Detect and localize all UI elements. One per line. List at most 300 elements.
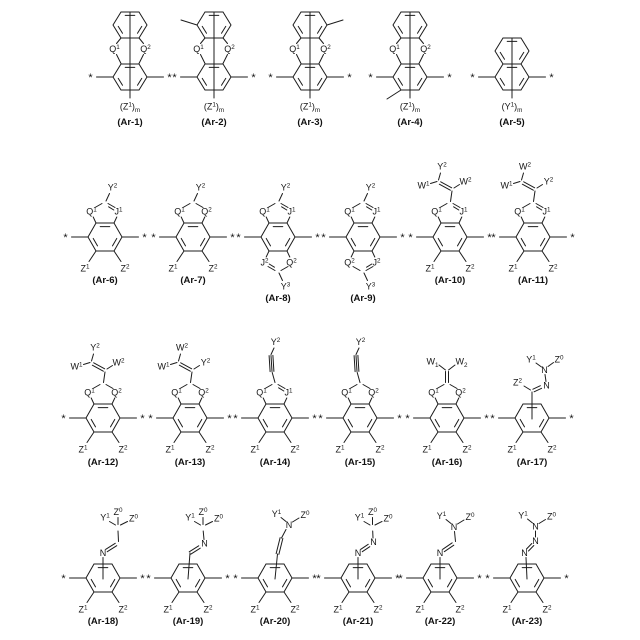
- ring: [173, 404, 207, 432]
- bond: [282, 207, 287, 210]
- bond: [92, 365, 103, 371]
- atom-label: $Q^1$: [289, 43, 300, 55]
- atom-label: $Z^2$: [548, 263, 558, 274]
- bond: [114, 217, 117, 223]
- ring: [343, 404, 377, 432]
- atom-label: $Z^2$: [455, 604, 465, 615]
- connection-asterisk: *: [397, 413, 402, 426]
- connection-asterisk: *: [484, 413, 489, 426]
- atom-label: $Q^2$: [420, 43, 431, 55]
- bond: [450, 385, 457, 389]
- atom-label: $Z^2$: [205, 444, 215, 455]
- atom-label: $Q^1$: [84, 387, 95, 398]
- connection-asterisk: *: [405, 413, 410, 426]
- bond: [179, 354, 181, 361]
- atom-label: $Z^2$: [462, 444, 472, 455]
- connection-asterisk: *: [140, 413, 145, 426]
- connection-asterisk: *: [88, 72, 93, 85]
- bond: [109, 207, 114, 210]
- bond: [515, 579, 519, 586]
- bond: [107, 546, 117, 552]
- bond: [181, 217, 184, 223]
- atom-label: $Q^1$: [86, 206, 97, 217]
- bond: [285, 238, 289, 245]
- bond: [272, 373, 275, 383]
- atom-label: N: [201, 538, 208, 549]
- bond: [197, 419, 201, 426]
- bond: [271, 348, 274, 355]
- atom-label: $Z^1$: [422, 444, 432, 455]
- atom-label: $Q^1$: [109, 43, 120, 55]
- bond: [521, 217, 524, 223]
- bond: [454, 419, 458, 426]
- connection-asterisk: *: [251, 72, 256, 85]
- bond: [372, 251, 375, 257]
- bond: [372, 217, 375, 223]
- bond: [259, 592, 266, 603]
- bond: [524, 386, 531, 390]
- bond: [367, 264, 372, 267]
- skeleton-group: [405, 357, 489, 455]
- bond: [542, 251, 549, 262]
- atom-label: $Q^2$: [344, 257, 355, 268]
- atom-label: $Q^2$: [286, 257, 297, 268]
- atom-label: $Z^0$: [128, 513, 139, 524]
- atom-label: $(Z^1)_m$: [119, 101, 141, 115]
- bond: [91, 419, 95, 426]
- atom-label: $Z^0$: [367, 506, 378, 518]
- bond: [195, 579, 199, 586]
- bond: [194, 366, 200, 370]
- ar-6-caption: (Ar-6): [92, 275, 118, 286]
- bond: [526, 558, 527, 580]
- ar-12-caption: (Ar-12): [87, 457, 119, 468]
- atom-label: $Y^3$: [280, 281, 291, 292]
- atom-label: $Q^2$: [201, 206, 212, 217]
- bond: [398, 78, 402, 85]
- connection-asterisk: *: [570, 232, 575, 245]
- bond: [364, 273, 368, 281]
- bond: [202, 78, 206, 85]
- connection-asterisk: *: [167, 72, 172, 85]
- skeleton-group: [151, 182, 235, 273]
- bond: [181, 363, 192, 369]
- atom-label: $Y^1$: [526, 354, 536, 365]
- bond: [172, 592, 179, 603]
- ar-4-caption: (Ar-4): [397, 117, 423, 128]
- atom-label: $Z^0$: [213, 513, 224, 524]
- atom-label: $Q^2$: [198, 387, 209, 398]
- bond: [206, 522, 213, 526]
- connection-asterisk: *: [395, 573, 400, 586]
- bond: [356, 356, 357, 372]
- skeleton-group: [485, 510, 569, 614]
- bond: [266, 238, 270, 245]
- bond: [455, 532, 456, 542]
- bond: [284, 398, 287, 404]
- atom-label: $Q^2$: [224, 43, 235, 55]
- bond: [271, 356, 272, 372]
- connection-asterisk: *: [61, 413, 66, 426]
- atom-label: $Z^1$: [507, 444, 517, 455]
- bond: [533, 386, 541, 390]
- bond: [398, 26, 402, 33]
- atom-label: N: [532, 521, 539, 532]
- skeleton-group: [233, 337, 317, 455]
- atom-label: $Z^1$: [168, 263, 178, 274]
- bond: [223, 55, 228, 64]
- atom-label: $J^1$: [287, 206, 296, 217]
- connection-asterisk: *: [236, 232, 241, 245]
- bond: [439, 365, 446, 370]
- atom-label: N: [541, 365, 548, 376]
- structure-ar-11: [481, 158, 585, 286]
- connection-asterisk: *: [140, 573, 145, 586]
- connection-asterisk: *: [347, 72, 352, 85]
- bond: [201, 55, 206, 64]
- atom-label: $Y^2$: [437, 161, 447, 172]
- bond: [117, 38, 122, 44]
- bond: [106, 194, 110, 202]
- bond: [317, 26, 321, 33]
- bond: [367, 207, 372, 210]
- bond: [282, 530, 287, 539]
- bond: [87, 592, 94, 603]
- bond: [500, 52, 504, 59]
- bond: [263, 579, 267, 586]
- connection-asterisk: *: [315, 232, 320, 245]
- atom-label: $Q^2$: [455, 387, 466, 398]
- atom-label: $Z^0$: [554, 354, 564, 365]
- skeleton-group: [88, 12, 172, 114]
- skeleton-group: [491, 161, 575, 273]
- ar-10-caption: (Ar-10): [434, 275, 466, 286]
- bond: [118, 78, 122, 85]
- bond: [370, 238, 374, 245]
- bond: [417, 78, 421, 85]
- connection-asterisk: *: [470, 72, 475, 85]
- atom-label: $Z^2$: [118, 444, 128, 455]
- ar-22-caption: (Ar-22): [424, 616, 456, 627]
- ar-23-caption: (Ar-23): [511, 616, 543, 627]
- bond: [202, 26, 206, 33]
- bond: [117, 55, 122, 64]
- connection-asterisk: *: [142, 232, 147, 245]
- skeleton-group: [321, 182, 405, 291]
- bond: [91, 398, 94, 404]
- bond: [367, 419, 371, 426]
- atom-label: $(Z^1)_m$: [299, 101, 321, 115]
- ar-2-skeleton: [162, 4, 266, 116]
- bond: [110, 579, 114, 586]
- bond: [194, 194, 198, 202]
- bond: [319, 38, 324, 44]
- atom-label: $Z^1$: [333, 604, 343, 615]
- atom-label: $Z^0$: [546, 511, 557, 522]
- bond: [417, 26, 421, 33]
- bond: [284, 432, 291, 443]
- atom-label: N: [354, 548, 362, 559]
- atom-label: $Z^0$: [198, 506, 208, 518]
- bond: [188, 553, 190, 579]
- bond: [519, 78, 523, 85]
- bond: [444, 545, 454, 552]
- ring: [346, 223, 380, 251]
- atom-label: $Q^1$: [341, 387, 352, 398]
- bond: [351, 217, 354, 223]
- atom-label: $Y^2$: [280, 182, 291, 193]
- bond: [275, 554, 278, 579]
- atom-label: $Y^2$: [355, 336, 366, 348]
- connection-asterisk: *: [233, 573, 238, 586]
- bond: [199, 432, 206, 443]
- atom-label: $Z^2$: [120, 263, 130, 274]
- atom-label: $W^1$: [70, 361, 83, 372]
- atom-label: $W^2$: [459, 176, 472, 187]
- bond: [259, 432, 266, 443]
- bond: [179, 365, 190, 371]
- atom-label: $Z^2$: [290, 604, 300, 615]
- bond: [297, 38, 302, 44]
- skeleton-group: [236, 182, 320, 291]
- bond: [93, 217, 96, 223]
- skeleton-group: [172, 12, 256, 114]
- bond: [221, 26, 225, 33]
- bond: [287, 251, 290, 257]
- bond: [279, 194, 283, 202]
- bond: [279, 273, 283, 281]
- bond: [223, 38, 228, 44]
- ar-15-caption: (Ar-15): [344, 457, 376, 468]
- bond: [459, 217, 462, 223]
- bond: [298, 78, 302, 85]
- atom-label: $J^1$: [284, 387, 293, 398]
- bond: [84, 363, 91, 365]
- bond: [202, 251, 209, 262]
- atom-label: $Z^1$: [508, 263, 518, 274]
- connection-asterisk: *: [398, 573, 403, 586]
- bond: [266, 251, 269, 257]
- ar-5-skeleton: [460, 4, 564, 116]
- ar-18-caption: (Ar-18): [87, 616, 119, 627]
- atom-label: $Q^1$: [514, 206, 525, 217]
- ar-21-caption: (Ar-21): [342, 616, 374, 627]
- bond: [358, 355, 359, 371]
- atom-label: $W^2$: [175, 342, 189, 353]
- skeleton-group: [61, 342, 145, 454]
- ar-20-caption: (Ar-20): [259, 616, 291, 627]
- ar-3-skeleton: [258, 4, 362, 116]
- atom-label: $W_1$: [426, 356, 439, 370]
- connection-asterisk: *: [485, 573, 490, 586]
- bond: [541, 432, 548, 443]
- bond: [282, 579, 286, 586]
- atom-label: $Z^0$: [113, 506, 123, 518]
- atom-label: $Z^1$: [250, 604, 260, 615]
- bond: [191, 548, 201, 554]
- connection-asterisk: *: [447, 72, 452, 85]
- atom-label: $Q^1$: [344, 206, 355, 217]
- atom-label: $Z^1$: [78, 444, 88, 455]
- bond: [439, 173, 441, 180]
- atom-label: $W^1$: [500, 180, 513, 191]
- bond: [357, 373, 360, 383]
- atom-label: $(Z^1)_m$: [399, 101, 421, 115]
- bond: [521, 238, 525, 245]
- bond: [514, 182, 521, 184]
- connection-asterisk: *: [151, 232, 156, 245]
- connection-asterisk: *: [549, 72, 554, 85]
- bond: [539, 419, 543, 426]
- bond: [112, 238, 116, 245]
- bond: [351, 251, 354, 257]
- connection-asterisk: *: [490, 413, 495, 426]
- skeleton-group: [368, 12, 452, 114]
- ar-23-skeleton: [475, 503, 579, 615]
- bond: [263, 398, 266, 404]
- atom-label: $Y^1$: [271, 508, 282, 520]
- atom-label: $Z^1$: [80, 263, 90, 274]
- atom-label: $Z^0$: [383, 513, 393, 524]
- bond: [522, 184, 533, 190]
- bond: [346, 579, 350, 586]
- atom-label: $Z^2$: [203, 604, 213, 615]
- bond: [110, 522, 116, 526]
- ar-3-caption: (Ar-3): [297, 117, 323, 128]
- connection-asterisk: *: [316, 573, 321, 586]
- bond: [181, 238, 185, 245]
- atom-label: $Q^1$: [193, 43, 204, 55]
- ring: [88, 223, 122, 251]
- bond: [200, 238, 204, 245]
- atom-label: N: [436, 548, 444, 559]
- bond: [449, 592, 456, 603]
- bond: [114, 251, 121, 262]
- atom-label: $Z^2$: [208, 263, 218, 274]
- structure-ar-23: [475, 503, 579, 627]
- atom-label: $Y^2$: [195, 182, 206, 193]
- bond: [536, 592, 543, 603]
- bond: [365, 579, 369, 586]
- atom-label: $Z^1$: [165, 444, 175, 455]
- skeleton-group: [318, 337, 402, 455]
- atom-label: $Y^2$: [543, 176, 554, 187]
- atom-label: $Z^2$: [542, 604, 552, 615]
- bond: [441, 182, 452, 188]
- atom-label: $Z^2$: [512, 377, 523, 388]
- bond: [112, 432, 119, 443]
- bond: [537, 207, 542, 210]
- bond: [348, 419, 352, 426]
- connection-asterisk: *: [569, 413, 574, 426]
- connection-asterisk: *: [312, 413, 317, 426]
- bond: [266, 217, 269, 223]
- atom-label: $Q^1$: [431, 206, 442, 217]
- skeleton-group: [63, 182, 147, 273]
- bond: [106, 543, 116, 549]
- ar-2-caption: (Ar-2): [201, 117, 227, 128]
- ring: [176, 223, 210, 251]
- ar-19-caption: (Ar-19): [172, 616, 204, 627]
- atom-label: N: [543, 380, 550, 391]
- ar-1-caption: (Ar-1): [117, 117, 143, 128]
- atom-label: $Y^2$: [270, 336, 281, 348]
- connection-asterisk: *: [63, 232, 68, 245]
- ar-16-caption: (Ar-16): [431, 457, 463, 468]
- ar-11-caption: (Ar-11): [517, 275, 549, 286]
- connection-asterisk: *: [230, 232, 235, 245]
- bond: [189, 546, 199, 552]
- bond: [281, 267, 288, 271]
- connection-asterisk: *: [408, 232, 413, 245]
- ring: [516, 223, 550, 251]
- bond: [287, 217, 290, 223]
- bond: [434, 251, 441, 262]
- atom-label: $Z^1$: [250, 444, 260, 455]
- bond: [139, 38, 144, 44]
- bond: [540, 238, 544, 245]
- connection-asterisk: *: [268, 72, 273, 85]
- atom-label: $Z^1$: [502, 604, 512, 615]
- atom-label: $Z^1$: [163, 604, 173, 615]
- bond: [351, 238, 355, 245]
- atom-label: $Y^1$: [518, 510, 528, 521]
- atom-label: $Z^2$: [465, 263, 475, 274]
- atom-label: $Z^1$: [335, 444, 345, 455]
- bond: [191, 372, 193, 383]
- bond: [298, 26, 302, 33]
- atom-label: $W^2$: [112, 357, 125, 368]
- atom-label: $J^1$: [114, 206, 123, 217]
- bond: [319, 55, 324, 64]
- bond: [363, 385, 370, 389]
- atom-label: $J^1$: [542, 206, 551, 217]
- bond: [282, 419, 286, 426]
- ar-9-caption: (Ar-9): [350, 293, 376, 304]
- atom-label: $W^2$: [518, 161, 532, 172]
- bond: [451, 191, 453, 202]
- bond: [269, 356, 270, 372]
- connection-asterisk: *: [400, 232, 405, 245]
- atom-label: $Z^2$: [290, 444, 300, 455]
- structure-ar-5: [460, 4, 564, 128]
- ar-17-skeleton: [480, 332, 584, 456]
- bond: [181, 20, 197, 25]
- atom-label: $Z^0$: [465, 511, 475, 523]
- connection-asterisk: *: [318, 413, 323, 426]
- atom-label: $Q^2$: [320, 43, 331, 55]
- skeleton-group: [268, 12, 352, 114]
- atom-label: $Z^1$: [425, 263, 435, 274]
- bond: [279, 388, 284, 391]
- atom-label: $J^2$: [372, 257, 381, 268]
- bond: [364, 522, 370, 526]
- atom-label: $Y^1$: [100, 512, 110, 523]
- skeleton-group: [408, 161, 492, 273]
- bond: [110, 419, 114, 426]
- bond: [431, 182, 438, 184]
- atom-label: $Y^3$: [365, 281, 376, 292]
- bond: [443, 543, 453, 550]
- ar-11-skeleton: [481, 158, 585, 274]
- ar-7-caption: (Ar-7): [180, 275, 206, 286]
- bond: [106, 385, 113, 389]
- bond: [516, 432, 523, 443]
- skeleton-group: [470, 38, 554, 114]
- ar-17-caption: (Ar-17): [516, 457, 548, 468]
- bond: [87, 432, 94, 443]
- bond: [522, 173, 524, 180]
